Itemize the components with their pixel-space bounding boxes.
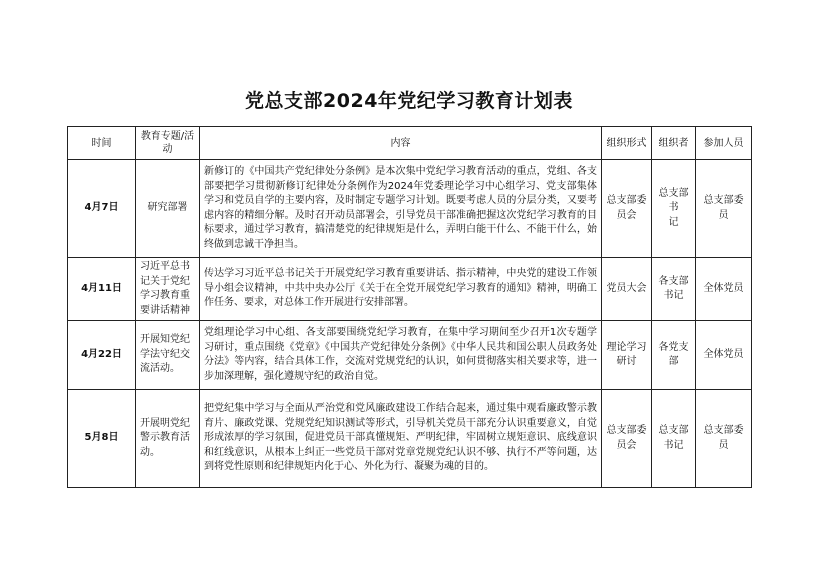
row-date: 5月8日 [68,390,136,488]
row-form-line: 员会 [616,439,637,451]
row-topic: 开展知党纪学法守纪交流活动。 [136,321,200,390]
row-date: 4月7日 [68,160,136,258]
row-content: 新修订的《中国共产党纪律处分条例》是本次集中党纪学习教育活动的重点，党组、各支部要把学习贯彻新修订纪律处分条例作为2024年党委理论学习中心组学习、党支部集体学习和党员自学的主要内容，及时制定专题学习计划。既要考虑人员的分层分类，又要考虑内容的精细分解。及时召开动员部署会，引导党员干部准确把握这次党纪学习教育的目标要求，通过学习教育，搞清楚党的纪律规矩是什么，弄明白能干什么、不能干什么，始终做到忠诚干净担当。 [200,160,602,258]
row-topic: 开展明党纪警示教育活动。 [136,390,200,488]
row-participants-line: 全体党员 [703,282,744,294]
row-form-line: 党员大会 [606,282,647,294]
row-organizer-line: 各支部 [658,275,689,287]
row-organizer-line: 记 [668,216,679,228]
row-organizer-line: 部 [668,356,679,367]
header-topic-line: 教育专题/活 [140,131,195,142]
row-organizer-line: 总支部 [658,187,689,199]
row-participants [696,258,752,321]
table-row [68,258,752,321]
row-participants-line: 全体党员 [703,348,744,360]
header-organizer: 组织者 [652,127,696,160]
row-organizer [652,390,696,488]
row-organizer-line: 总支部 [658,425,689,436]
row-organizer-line: 书 [668,202,679,214]
table-row [68,160,752,258]
header-topic [136,127,200,160]
row-organizer-line: 书记 [663,439,684,451]
row-participants-line: 员 [718,439,729,451]
row-form [602,258,652,321]
header-topic-line: 动 [162,144,173,155]
header-content: 内容 [200,127,602,160]
row-organizer-line: 各党支 [658,341,689,353]
row-content: 党组理论学习中心组、各支部要围绕党纪学习教育，在集中学习期间至少召开1次专题学习研讨，重点围绕《党章》《中国共产党纪律处分条例》《中华人民共和国公职人员政务处分法》等内容，结合具体工作，交流对党规党纪的认识，如何贯彻落实相关要求等，进一步加深理解，强化遵规守纪的政治自觉。 [200,321,602,390]
row-date: 4月22日 [68,321,136,390]
row-form [602,160,652,258]
row-content: 传达学习习近平总书记关于开展党纪学习教育重要讲话、指示精神，中央党的建设工作领导小组会议精神，中共中央办公厅《关于在全党开展党纪学习教育的通知》精神，明确工作任务、要求，对总体工作开展进行安排部署。 [200,258,602,321]
row-participants [696,160,752,258]
row-form [602,321,652,390]
table-row [68,390,752,488]
row-participants [696,321,752,390]
row-content: 把党纪集中学习与全面从严治党和党风廉政建设工作结合起来，通过集中观看廉政警示教育片、廉政党课、党规党纪知识测试等形式，引导机关党员干部充分认识重要意义，自觉形成浓厚的学习氛围，促进党员干部真懂规矩、严明纪律，牢固树立规矩意识、底线意识和红线意识，从根本上纠正一些党员干部对党章党规党纪认识不够、执行不严等问题，达到将党性原则和纪律规矩内化于心、外化为行、凝聚为魂的目的。 [200,390,602,488]
row-form-line: 总支部委 [606,195,647,206]
row-organizer [652,160,696,258]
header-time: 时间 [68,127,136,160]
row-date: 4月11日 [68,258,136,321]
row-topic: 研究部署 [136,160,200,258]
header-form: 组织形式 [602,127,652,160]
row-participants-line: 员 [718,209,729,221]
row-organizer [652,321,696,390]
header-participants: 参加人员 [696,127,752,160]
document-title: 党总支部2024年党纪学习教育计划表 [245,90,573,112]
row-participants-line: 总支部委 [703,425,744,436]
row-form-line: 研讨 [616,356,637,367]
row-form [602,390,652,488]
row-form-line: 理论学习 [606,341,647,353]
row-form-line: 员会 [616,209,637,221]
row-organizer [652,258,696,321]
study-plan-table [67,126,752,488]
row-participants [696,390,752,488]
row-organizer-line: 书记 [663,290,684,301]
row-topic: 习近平总书记关于党纪学习教育重要讲话精神 [136,258,200,321]
table-row [68,321,752,390]
row-participants-line: 总支部委 [703,195,744,206]
row-form-line: 总支部委 [606,425,647,436]
table-header-row [68,127,752,160]
